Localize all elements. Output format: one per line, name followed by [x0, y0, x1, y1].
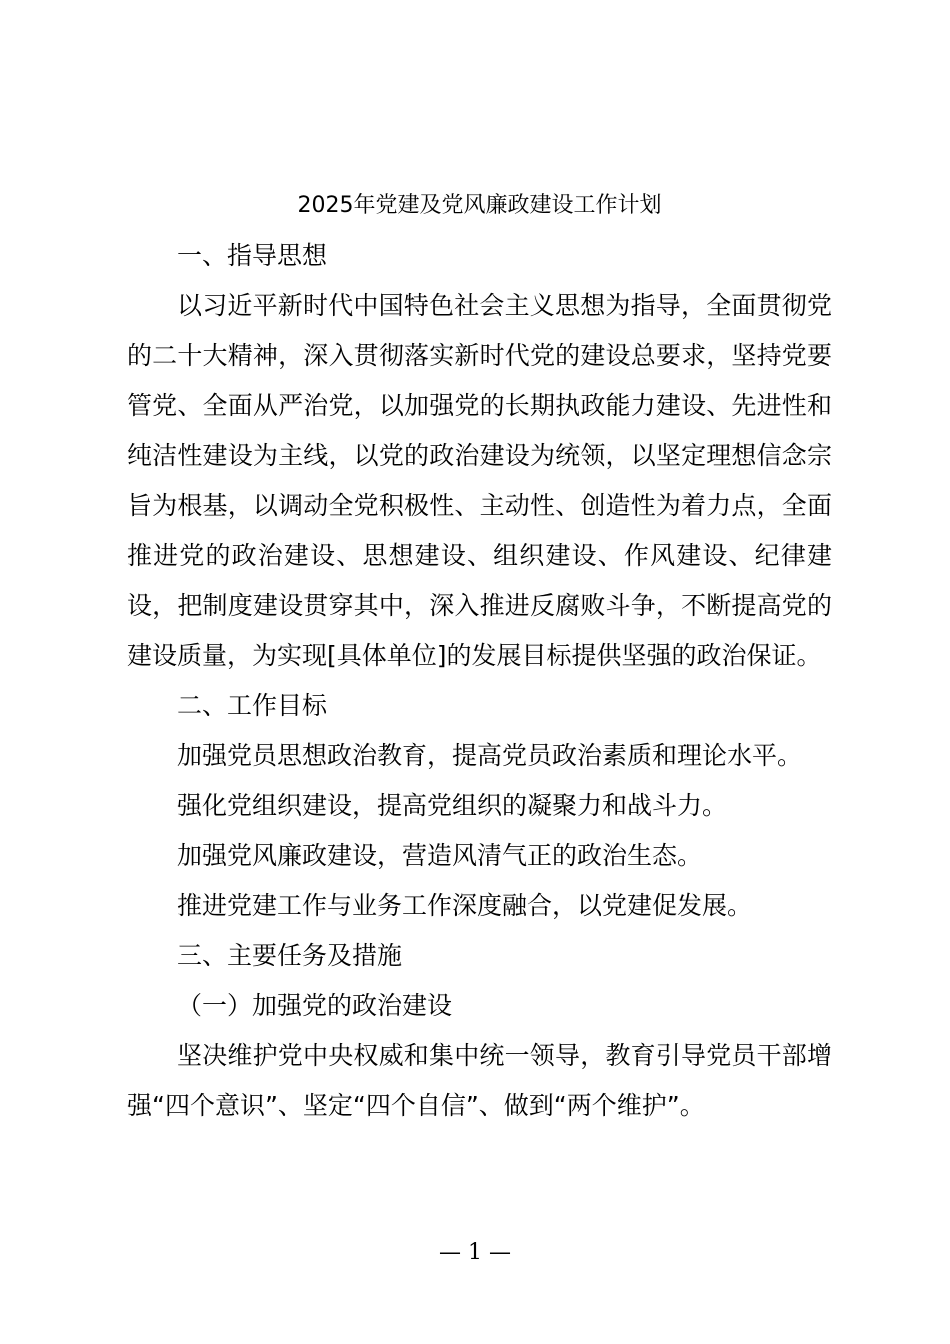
- section-heading-guiding-ideology: 一、指导思想: [177, 241, 328, 270]
- subsection-heading-political-building: （一）加强党的政治建设: [177, 991, 453, 1020]
- paragraph-goal-3: 加强党风廉政建设，营造风清气正的政治生态。: [177, 841, 703, 870]
- page-number: — 1 —: [439, 1240, 511, 1265]
- section-heading-work-goals: 二、工作目标: [177, 691, 328, 720]
- paragraph-political-building: 坚决维护党中央权威和集中统一领导，教育引导党员干部增强“四个意识”、坚定“四个自信”、做到“两个维护”。: [127, 1041, 832, 1120]
- paragraph-guiding-ideology: 以习近平新时代中国特色社会主义思想为指导，全面贯彻党的二十大精神，深入贯彻落实新时代党的建设总要求，坚持党要管党、全面从严治党，以加强党的长期执政能力建设、先进性和纯洁性建设为主线，以党的政治建设为统领，以坚定理想信念宗旨为根基，以调动全党积极性、主动性、创造性为着力点，全面推进党的政治建设、思想建设、组织建设、作风建设、纪律建设，把制度建设贯穿其中，深入推进反腐败斗争，不断提高党的建设质量，为实现[具体单位]的发展目标提供坚强的政治保证。: [127, 291, 832, 670]
- document-title: 2025年党建及党风廉政建设工作计划: [297, 193, 662, 218]
- paragraph-goal-1: 加强党员思想政治教育，提高党员政治素质和理论水平。: [177, 741, 803, 770]
- document-body: [127, 181, 832, 1131]
- paragraph-goal-4: 推进党建工作与业务工作深度融合，以党建促发展。: [177, 891, 753, 920]
- paragraph-goal-2: 强化党组织建设，提高党组织的凝聚力和战斗力。: [177, 791, 728, 820]
- section-heading-main-tasks: 三、主要任务及措施: [177, 941, 403, 970]
